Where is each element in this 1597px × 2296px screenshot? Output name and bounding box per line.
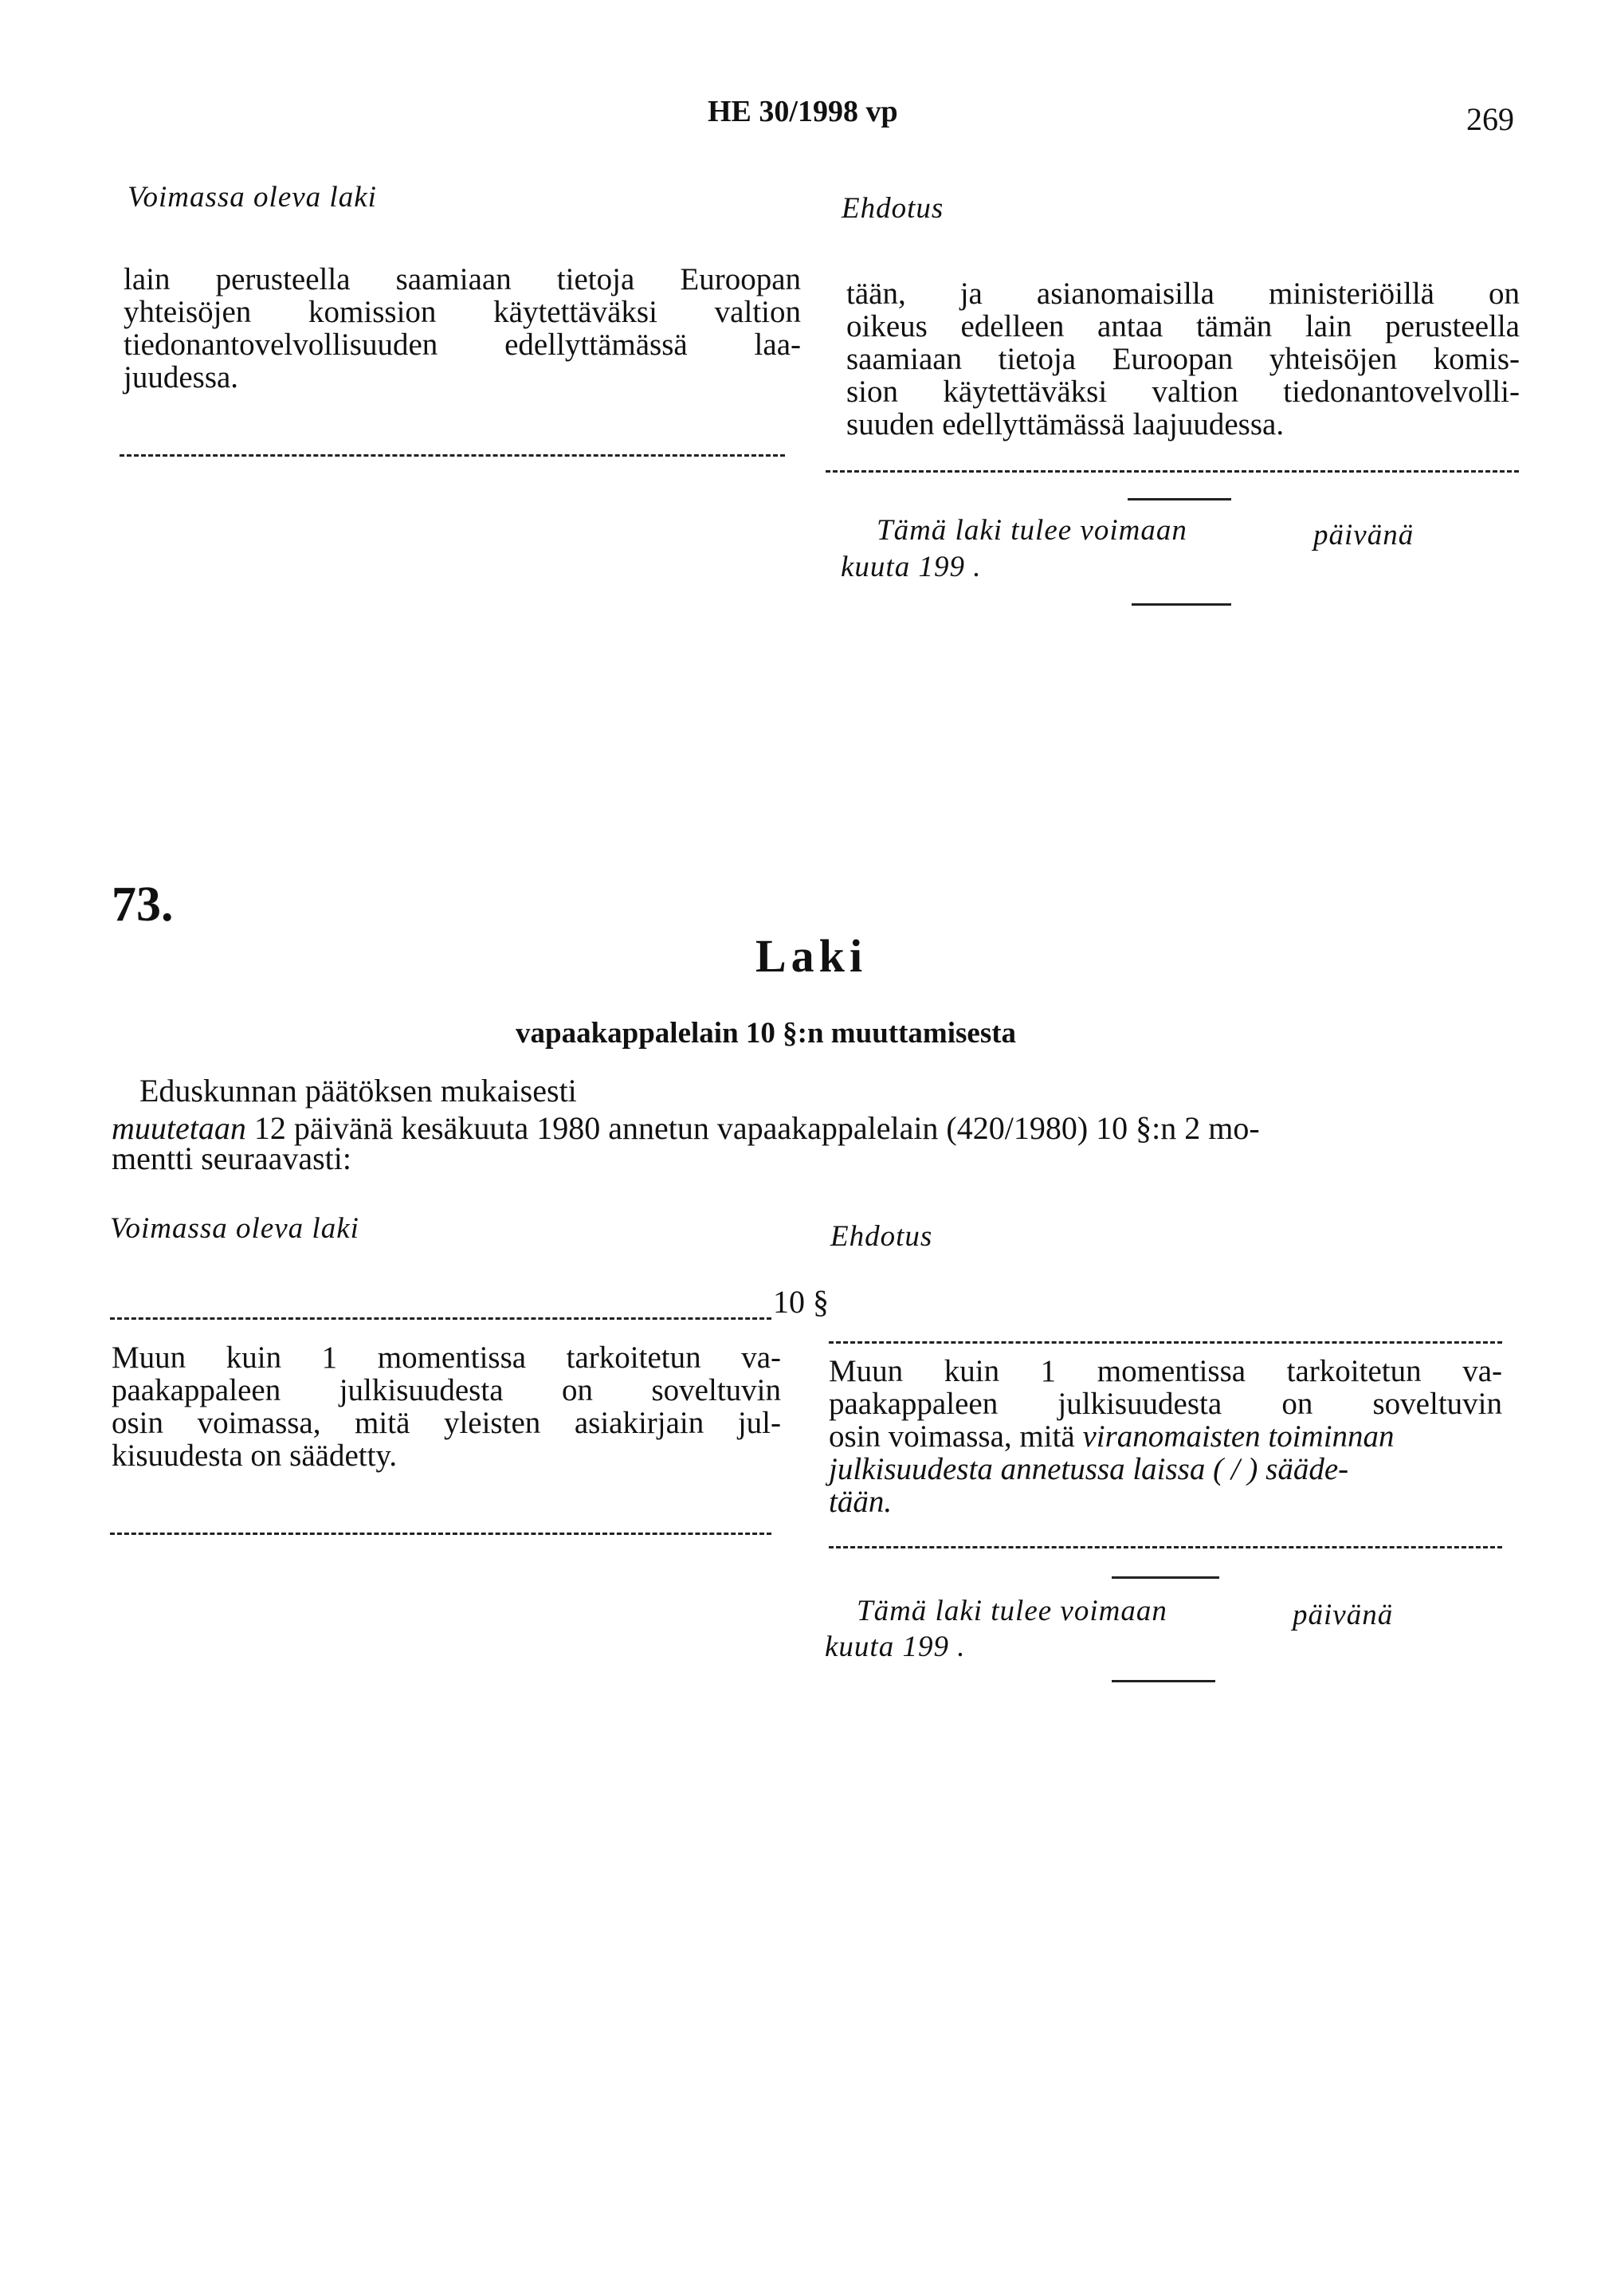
text-line: kisuudesta on säädetty. [112, 1438, 398, 1473]
text-line: Muun kuin 1 momentissa tarkoitetun va- [829, 1354, 1502, 1388]
text-amended-line: tään. [829, 1485, 893, 1519]
enactment-rule-top-bottom [1132, 603, 1231, 606]
left-column-heading: Voimassa oleva laki [128, 181, 377, 214]
law-subtitle: vapaakappalelain 10 §:n muuttamisesta [516, 1017, 1017, 1050]
current-law-text-top [124, 263, 801, 394]
text-line: lain perusteella saamiaan tietoja Euroopan [124, 262, 801, 296]
text-line: oikeus edelleen antaa tämän lain perusteella [846, 309, 1520, 343]
section-mark: 10 § [773, 1284, 829, 1320]
page-number: 269 [1466, 101, 1514, 137]
enactment-rule-bottom-end [1112, 1680, 1215, 1682]
text-plain: osin voimassa, mitä [829, 1419, 1083, 1454]
text-line: suuden edellyttämässä laajuudessa. [846, 407, 1285, 442]
enactment-clause-top-line1: Tämä laki tulee voimaan [877, 514, 1187, 547]
text-line: tään, ja asianomaisilla ministeriöillä on [846, 277, 1520, 311]
text-line: saamiaan tietoja Euroopan yhteisöjen komis- [846, 342, 1520, 376]
text-line: sion käytettäväksi valtion tiedonantovelvolli- [846, 375, 1520, 409]
enactment-clause-top-day: päivänä [1313, 519, 1415, 551]
document-id: HE 30/1998 vp [708, 95, 898, 128]
law-title: Laki [755, 930, 868, 982]
proposal-text-bottom [829, 1355, 1502, 1518]
preamble-line1: Eduskunnan päätöksen mukaisesti [139, 1073, 577, 1109]
omission-dashes-left-mid [110, 1317, 771, 1320]
omission-dashes-left-top [120, 454, 785, 457]
preamble-line3: mentti seuraavasti: [112, 1140, 352, 1176]
enactment-rule-top [1128, 498, 1231, 500]
text-line: paakappaleen julkisuudesta on soveltuvin [829, 1387, 1502, 1421]
left-column-heading-bottom: Voimassa oleva laki [110, 1212, 359, 1245]
amend-verb: muutetaan [112, 1110, 246, 1146]
law-number: 73. [112, 877, 174, 932]
enactment-clause-top-line2: kuuta 199 . [841, 551, 982, 583]
text-line [829, 1420, 1502, 1453]
enactment-clause-bottom-day: päivänä [1293, 1599, 1394, 1631]
text-amended-line: julkisuudesta annetussa laissa ( / ) sääde- [829, 1452, 1349, 1486]
text-line: paakappaleen julkisuudesta on soveltuvin [112, 1373, 781, 1407]
right-column-heading-bottom: Ehdotus [830, 1220, 933, 1253]
omission-dashes-right-bottom [829, 1546, 1502, 1548]
text-line: tiedonantovelvollisuuden edellyttämässä laa- [124, 328, 801, 362]
text-amended: viranomaisten toiminnan [1082, 1419, 1395, 1454]
current-law-text-bottom [112, 1341, 781, 1472]
omission-dashes-right-top [826, 470, 1519, 473]
omission-dashes-left-bottom [110, 1533, 771, 1535]
enactment-clause-bottom-line2: kuuta 199 . [825, 1631, 966, 1663]
proposal-text-top [846, 277, 1520, 441]
enactment-rule-bottom [1112, 1576, 1219, 1579]
text-line: yhteisöjen komission käytettäväksi valtion [124, 295, 801, 329]
preamble-text: 12 päivänä kesäkuuta 1980 annetun vapaakappalelain (420/1980) 10 §:n 2 mo- [245, 1110, 1260, 1146]
right-column-heading: Ehdotus [842, 192, 944, 225]
text-line: juudessa. [124, 360, 239, 394]
text-line: Muun kuin 1 momentissa tarkoitetun va- [112, 1340, 781, 1375]
enactment-clause-bottom-line1: Tämä laki tulee voimaan [857, 1595, 1167, 1627]
text-line: osin voimassa, mitä yleisten asiakirjain jul- [112, 1406, 781, 1440]
omission-dashes-right-mid [829, 1341, 1502, 1344]
